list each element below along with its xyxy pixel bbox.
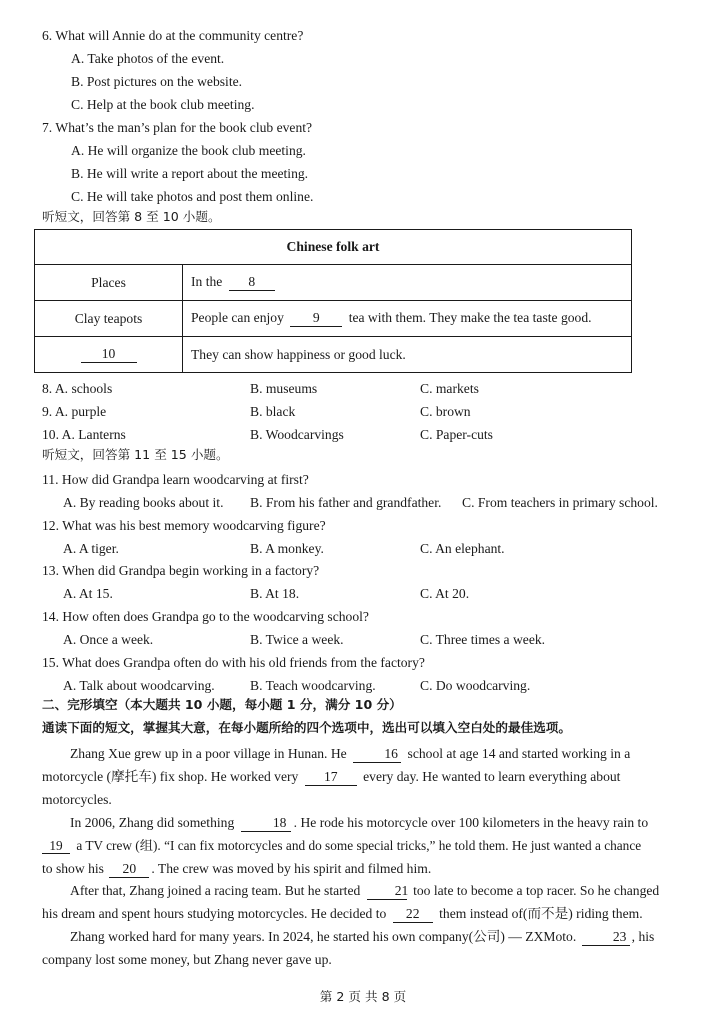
blank-21: 21 (367, 884, 407, 900)
table-row (35, 301, 632, 337)
question-14-stem: 14. How often does Grandpa go to the woodcarving school? (42, 609, 369, 624)
question-11-stem: 11. How did Grandpa learn woodcarving at first? (42, 472, 309, 487)
passage-p3-line1: After that, Zhang joined a racing team. But he started 21 too late to become a top racer. So he changed (70, 883, 660, 898)
passage-p3-line2: his dream and spent hours studying motorcycles. He decided to 22 them instead of(而不是) riding them. (42, 906, 643, 921)
q14-option-a: A. Once a week. (63, 632, 154, 647)
blank-17: 17 (305, 770, 357, 786)
q15-option-a: A. Talk about woodcarving. (63, 678, 215, 693)
question-13-stem: 13. When did Grandpa begin working in a factory? (42, 563, 320, 578)
q10-option-c: C. Paper-cuts (420, 427, 493, 442)
instruction-11-15: 听短文，回答第 11 至 15 小题。 (42, 447, 229, 462)
q8-option-c: C. markets (420, 381, 479, 396)
passage-p1-line1: Zhang Xue grew up in a poor village in Hunan. He 16 school at age 14 and started working in a (70, 746, 631, 761)
blank-8: 8 (229, 275, 275, 291)
question-6-option-b: B. Post pictures on the website. (71, 74, 243, 89)
q12-option-c: C. An elephant. (420, 541, 505, 556)
q14-option-c: C. Three times a week. (420, 632, 546, 647)
q9-option-c: C. brown (420, 404, 471, 419)
question-7-option-c: C. He will take photos and post them online. (71, 189, 314, 204)
q15-option-b: B. Teach woodcarving. (250, 678, 376, 693)
blank-20: 20 (109, 862, 149, 878)
question-7-stem: 7. What’s the man’s plan for the book club event? (42, 120, 313, 135)
section-2-instruction: 通读下面的短文，掌握其大意，在每小题所给的四个选项中，选出可以填入空白处的最佳选项。 (42, 720, 571, 735)
page-footer: 第 2 页 共 8 页 (319, 989, 407, 1004)
table-cell-clay-teapots: Clay teapots (35, 301, 183, 337)
passage-p2-line2: 19 a TV crew (组). “I can fix motorcycles and do some special tricks,” he told them. He just wanted a chance (42, 839, 686, 854)
question-12-stem: 12. What was his best memory woodcarving figure? (42, 518, 326, 533)
passage-p1-line3: motorcycles. (42, 792, 112, 807)
q12-option-a: A. A tiger. (63, 541, 119, 556)
instruction-8-10: 听短文，回答第 8 至 10 小题。 (42, 209, 221, 224)
q15-option-c: C. Do woodcarving. (420, 678, 531, 693)
q8-option-b: B. museums (250, 381, 318, 396)
table-cell-blank-10 (35, 337, 183, 373)
table-cell-blank-10-value: They can show happiness or good luck. (183, 337, 632, 373)
question-6-option-c: C. Help at the book club meeting. (71, 97, 255, 112)
table-row (35, 265, 632, 301)
q11-option-b: B. From his father and grandfather. (250, 495, 442, 510)
q9-option-a: 9. A. purple (42, 404, 107, 419)
question-15-stem: 15. What does Grandpa often do with his old friends from the factory? (42, 655, 425, 670)
passage-p4-line2: company lost some money, but Zhang never gave up. (42, 952, 332, 967)
q10-option-a: 10. A. Lanterns (42, 427, 126, 442)
q14-option-b: B. Twice a week. (250, 632, 344, 647)
q13-option-c: C. At 20. (420, 586, 470, 601)
q9-option-b: B. black (250, 404, 296, 419)
q12-option-b: B. A monkey. (250, 541, 324, 556)
passage-p4-line1: Zhang worked hard for many years. In 2024, he started his own company(公司) — ZXMoto. 23 , his (70, 929, 655, 944)
q10-option-b: B. Woodcarvings (250, 427, 344, 442)
question-7-option-a: A. He will organize the book club meeting. (71, 143, 306, 158)
question-6-stem: 6. What will Annie do at the community centre? (42, 28, 304, 43)
passage-p2-line3: to show his 20 . The crew was moved by his spirit and filmed him. (42, 861, 432, 876)
folk-art-table (34, 229, 632, 373)
question-7-option-b: B. He will write a report about the meeting. (71, 166, 309, 181)
table-cell-places-value: In the 8 (183, 265, 632, 301)
blank-18: 18 (241, 816, 291, 832)
section-2-heading: 二、完形填空（本大题共 10 小题，每小题 1 分，满分 10 分） (42, 697, 402, 712)
table-row (35, 337, 632, 373)
q11-option-c: C. From teachers in primary school. (462, 495, 658, 510)
passage-p1-line2: motorcycle (摩托车) fix shop. He worked very 17 every day. He wanted to learn everything about (42, 769, 621, 784)
q13-option-b: B. At 18. (250, 586, 300, 601)
blank-16: 16 (353, 747, 401, 763)
table-cell-clay-teapots-value: People can enjoy 9 tea with them. They make the tea taste good. (183, 301, 632, 337)
q8-option-a: 8. A. schools (42, 381, 113, 396)
blank-10: 10 (81, 347, 137, 363)
blank-9: 9 (290, 311, 342, 327)
passage-p2-line1: In 2006, Zhang did something 18 . He rode his motorcycle over 100 kilometers in the heavy rain to (70, 815, 649, 830)
blank-22: 22 (393, 907, 433, 923)
blank-23: 23 (582, 930, 630, 946)
question-6-option-a: A. Take photos of the event. (71, 51, 225, 66)
table-title: Chinese folk art (35, 230, 632, 265)
q13-option-a: A. At 15. (63, 586, 113, 601)
q11-option-a: A. By reading books about it. (63, 495, 224, 510)
blank-19: 19 (42, 839, 70, 854)
table-cell-places: Places (35, 265, 183, 301)
